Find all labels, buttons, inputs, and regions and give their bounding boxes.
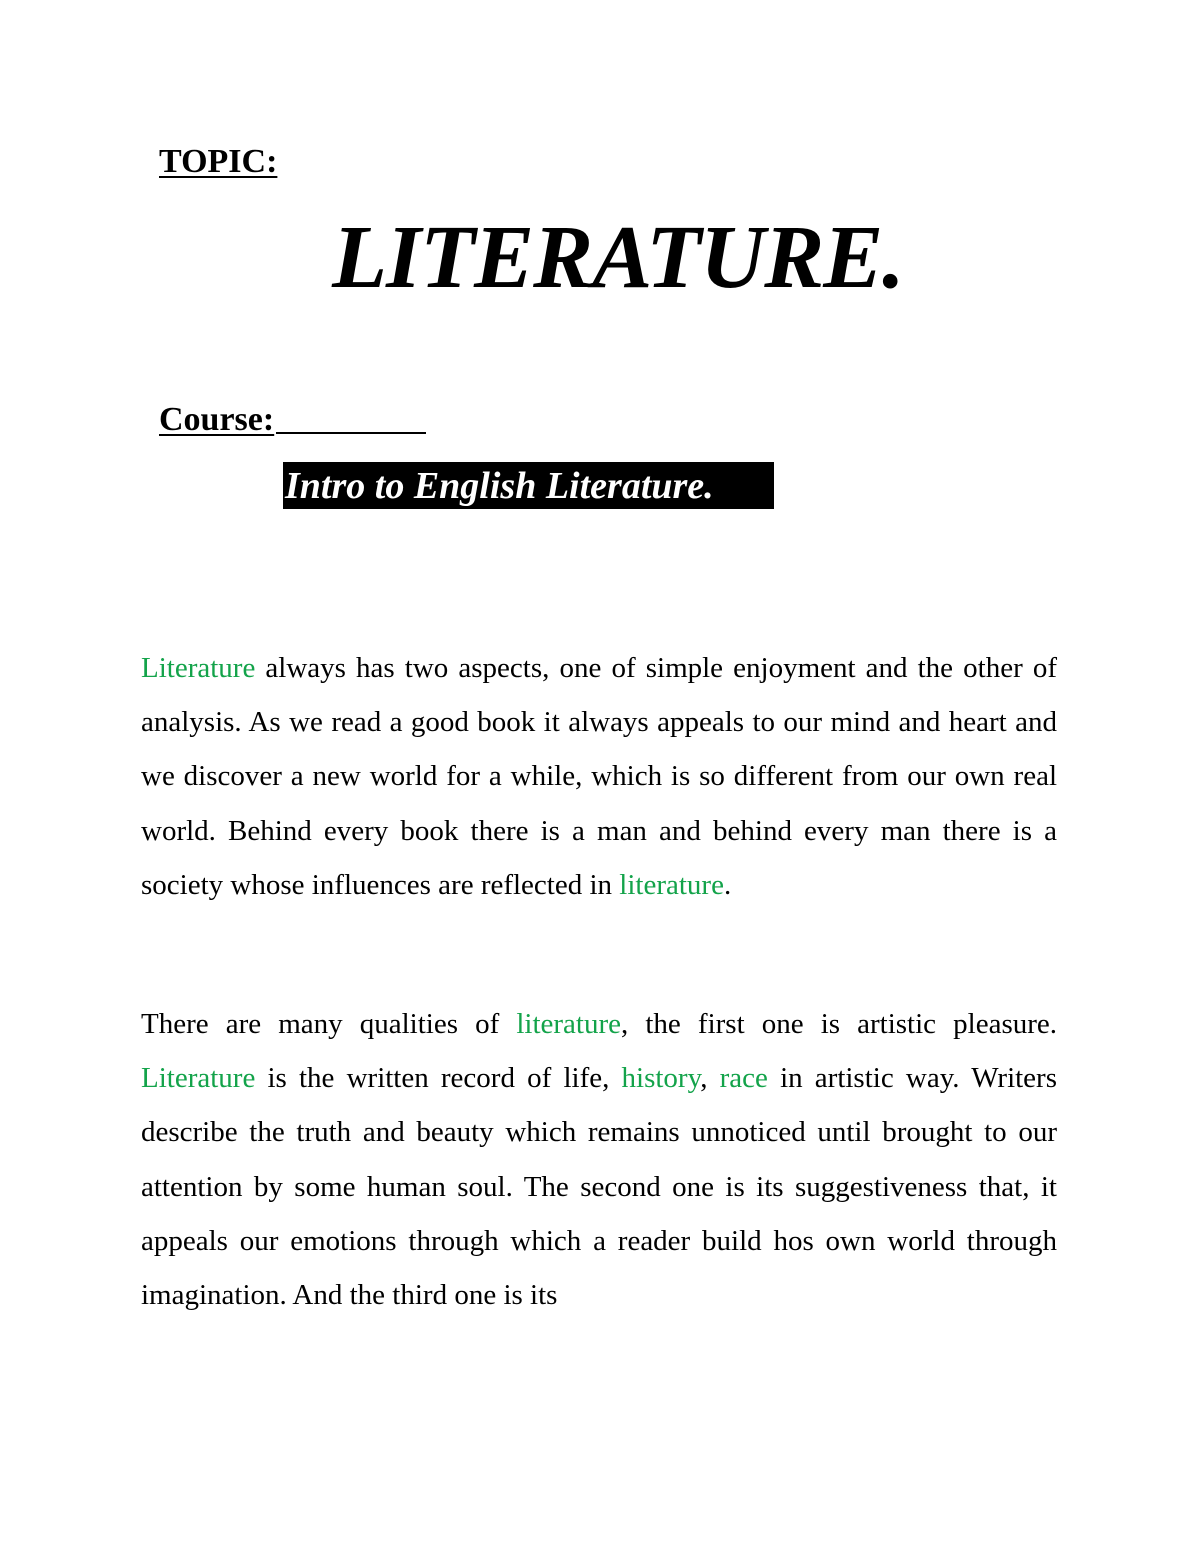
page-title: LITERATURE. [332, 208, 904, 307]
paragraph-text: in artistic way. Writers describe the truth and beauty which remains unnoticed until brought to our attention by some human soul. The second one is its suggestiveness that, it appeals our emotions through which a reader build hos own world through imagination. And the third one is its [141, 1062, 1057, 1312]
highlighted-word: literature [619, 868, 724, 901]
paragraph-text: There are many qualities of [141, 1008, 517, 1040]
paragraph-text: always has two aspects, one of simple enjoyment and the other of analysis. As we read a good book it always appeals to our mind and heart and we discover a new world for a while, which is so different from our own real world. Behind every book there is a man and behind every man there is a society whose influences are reflected in [141, 652, 1057, 901]
paragraph-2 [141, 997, 1057, 1322]
paragraph-text: . [723, 868, 732, 901]
topic-label: TOPIC: [159, 143, 278, 180]
highlighted-word: Literature [141, 652, 256, 684]
paragraph-text: is the written record of life, [255, 1062, 622, 1095]
highlighted-word: literature [516, 1008, 622, 1040]
paragraph-text: , the first one is artistic pleasure. [621, 1008, 1058, 1040]
course-name-highlight: Intro to English Literature. [283, 462, 774, 509]
course-blank-line [276, 402, 426, 434]
highlighted-word: race [719, 1062, 768, 1095]
course-label: Course: [159, 401, 275, 438]
highlighted-word: history [621, 1062, 701, 1095]
highlighted-word: Literature [141, 1062, 256, 1095]
paragraph-text: , [700, 1062, 720, 1095]
paragraph-1 [141, 641, 1057, 912]
course-row [159, 398, 426, 442]
